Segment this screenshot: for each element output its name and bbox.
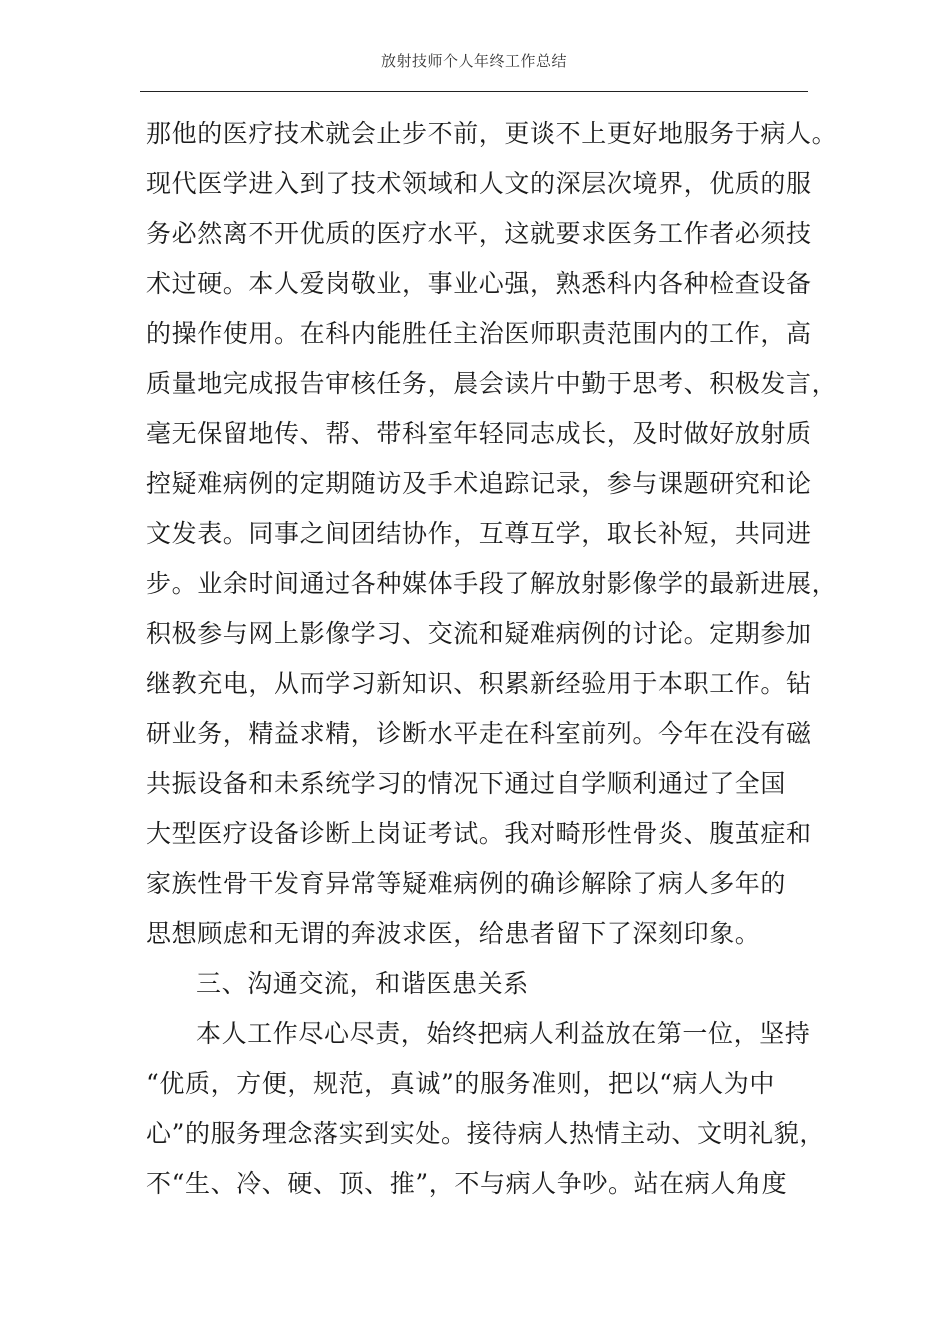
text-line: 那他的医疗技术就会止步不前，更谈不上更好地服务于病人。 (146, 119, 838, 148)
text-line: 心”的服务理念落实到实处。接待病人热情主动、文明礼貌， (146, 1119, 825, 1148)
text-line: 家族性骨干发育异常等疑难病例的确诊解除了病人多年的 (146, 869, 787, 898)
text-line: 共振设备和未系统学习的情况下通过自学顺利通过了全国 (146, 769, 787, 798)
text-line: 务必然离不开优质的医疗水平，这就要求医务工作者必须技 (146, 219, 812, 248)
header-divider (140, 91, 808, 92)
paragraph-start-line: 本人工作尽心尽责，始终把病人利益放在第一位，坚持 (196, 1019, 811, 1048)
text-line: 继教充电，从而学习新知识、积累新经验用于本职工作。钻 (146, 669, 812, 698)
text-line: 现代医学进入到了技术领域和人文的深层次境界，优质的服 (146, 169, 812, 198)
page-header-title: 放射技师个人年终工作总结 (380, 52, 567, 70)
text-line: “优质，方便，规范，真诚”的服务准则，把以“病人为中 (146, 1069, 775, 1098)
text-line: 积极参与网上影像学习、交流和疑难病例的讨论。定期参加 (146, 619, 812, 648)
text-line: 思想顾虑和无谓的奔波求医，给患者留下了深刻印象。 (146, 919, 761, 948)
text-line: 研业务，精益求精，诊断水平走在科室前列。今年在没有磁 (146, 719, 812, 748)
document-body (146, 109, 838, 1209)
text-line: 步。业余时间通过各种媒体手段了解放射影像学的最新进展， (146, 569, 838, 598)
text-line: 术过硬。本人爱岗敬业，事业心强，熟悉科内各种检查设备 (146, 269, 812, 298)
paragraph-start-line: 三、沟通交流，和谐医患关系 (196, 969, 529, 998)
text-line: 的操作使用。在科内能胜任主治医师职责范围内的工作，高 (146, 319, 812, 348)
text-line: 毫无保留地传、帮、带科室年轻同志成长，及时做好放射质 (146, 419, 812, 448)
text-line: 文发表。同事之间团结协作，互尊互学，取长补短，共同进 (146, 519, 812, 548)
text-line: 大型医疗设备诊断上岗证考试。我对畸形性骨炎、腹茧症和 (146, 819, 812, 848)
text-line: 控疑难病例的定期随访及手术追踪记录，参与课题研究和论 (146, 469, 812, 498)
text-line: 不“生、冷、硬、顶、推”，不与病人争吵。站在病人角度 (146, 1169, 788, 1198)
text-line: 质量地完成报告审核任务，晨会读片中勤于思考、积极发言， (146, 369, 838, 398)
